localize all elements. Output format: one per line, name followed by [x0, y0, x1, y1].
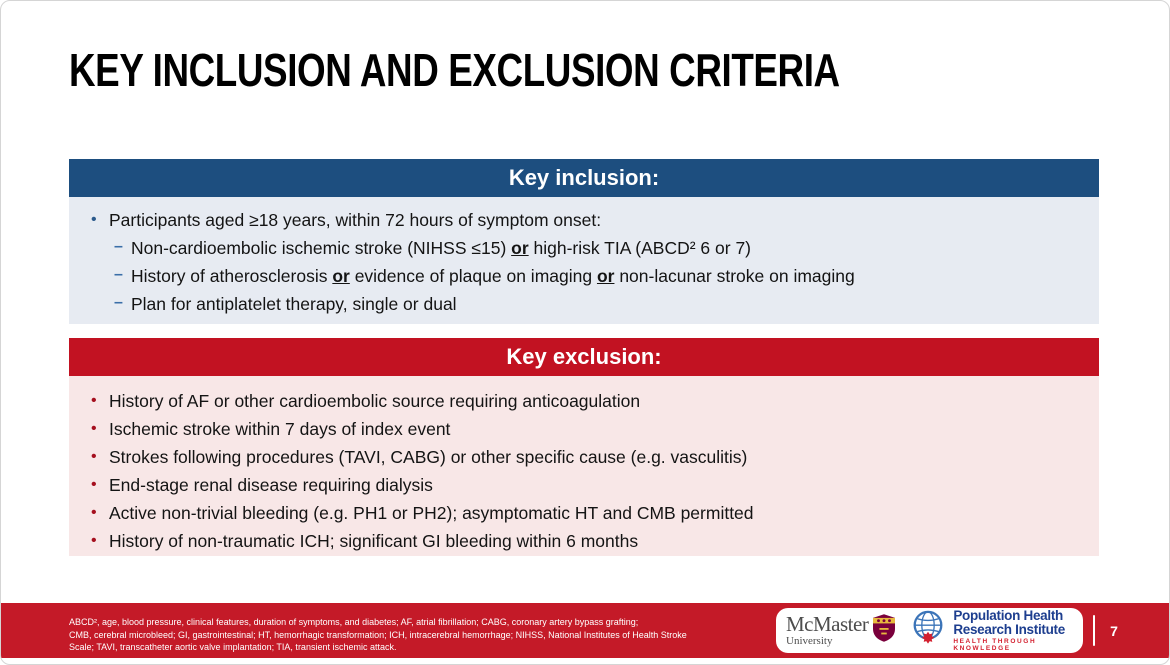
inclusion-sub-item-1: [69, 234, 1099, 262]
exclusion-item: [69, 415, 1099, 443]
sub1-or: or: [511, 238, 529, 258]
mcmaster-wordmark: [786, 614, 868, 647]
exclusion-header: [69, 338, 1099, 376]
exclusion-body: [69, 376, 1099, 556]
exclusion-item-text: Ischemic stroke within 7 days of index event: [109, 419, 451, 439]
inclusion-sub-item-2: [69, 262, 1099, 290]
exclusion-item-text: End-stage renal disease requiring dialysis: [109, 475, 433, 495]
inclusion-bullet: [69, 206, 1099, 234]
mcmaster-name: McMaster: [786, 612, 869, 636]
phri-name-line2: Research Institute: [953, 621, 1065, 637]
exclusion-item: [69, 471, 1099, 499]
footnote-line: ABCD², age, blood pressure, clinical features, duration of symptoms, and diabetes; AF, atrial fibrillation; CABG, coronary artery bypass grafting;: [69, 617, 639, 627]
inclusion-sub-item-3: [69, 290, 1099, 318]
slide-title: KEY INCLUSION AND EXCLUSION CRITERIA: [69, 44, 840, 96]
logo-box: [776, 608, 1083, 653]
inclusion-body: [69, 197, 1099, 324]
exclusion-item-text: History of non-traumatic ICH; significant GI bleeding within 6 months: [109, 531, 639, 551]
sub3-text: Plan for antiplatelet therapy, single or dual: [131, 294, 457, 314]
exclusion-item-text: Strokes following procedures (TAVI, CABG) or other specific cause (e.g. vasculitis): [109, 447, 748, 467]
sub1-pre: Non-cardioembolic ischemic stroke (NIHSS ≤15): [131, 238, 512, 258]
inclusion-header-label: Key inclusion:: [508, 165, 660, 190]
sub1-post: high-risk TIA (ABCD² 6 or 7): [528, 238, 752, 258]
page-number: 7: [1110, 622, 1118, 639]
sub2-pre: History of atherosclerosis: [131, 266, 333, 286]
phri-globe-icon: [909, 609, 947, 652]
page-number-divider: [1093, 615, 1095, 646]
phri-logo: [909, 609, 1073, 652]
inclusion-panel: [69, 159, 1099, 324]
exclusion-item-text: Active non-trivial bleeding (e.g. PH1 or PH2); asymptomatic HT and CMB permitted: [109, 503, 754, 523]
sub2-mid: evidence of plaque on imaging: [349, 266, 597, 286]
inclusion-header: [69, 159, 1099, 197]
abbreviations-footnote: [69, 616, 729, 654]
exclusion-item: [69, 527, 1099, 555]
slide-footer: [1, 603, 1170, 658]
footnote-line: Scale; TAVI, transcatheter aortic valve implantation; TIA, transient ischemic attack.: [69, 642, 397, 652]
phri-name-line1: Population Health: [953, 608, 1063, 623]
sub2-or2: or: [596, 266, 615, 286]
phri-tagline: HEALTH THROUGH KNOWLEDGE: [953, 638, 1037, 652]
mcmaster-sub: University: [786, 635, 833, 647]
exclusion-item: [69, 443, 1099, 471]
phri-wordmark: [953, 609, 1073, 652]
exclusion-item: [69, 387, 1099, 415]
exclusion-item: [69, 499, 1099, 527]
exclusion-panel: [69, 338, 1099, 556]
sub2-or1: or: [332, 266, 350, 286]
exclusion-item-text: History of AF or other cardioembolic source requiring anticoagulation: [109, 391, 641, 411]
inclusion-bullet-text: Participants aged ≥18 years, within 72 hours of symptom onset:: [109, 210, 602, 230]
mcmaster-crest-icon: [873, 614, 895, 647]
footnote-line: CMB, cerebral microbleed; GI, gastrointestinal; HT, hemorrhagic transformation; ICH, intracerebral hemorrhage; NIHSS, National Institutes of Health Stroke: [69, 629, 687, 640]
mcmaster-logo: [786, 614, 895, 647]
sub2-post: non-lacunar stroke on imaging: [614, 266, 855, 286]
exclusion-header-label: Key exclusion:: [506, 344, 662, 369]
